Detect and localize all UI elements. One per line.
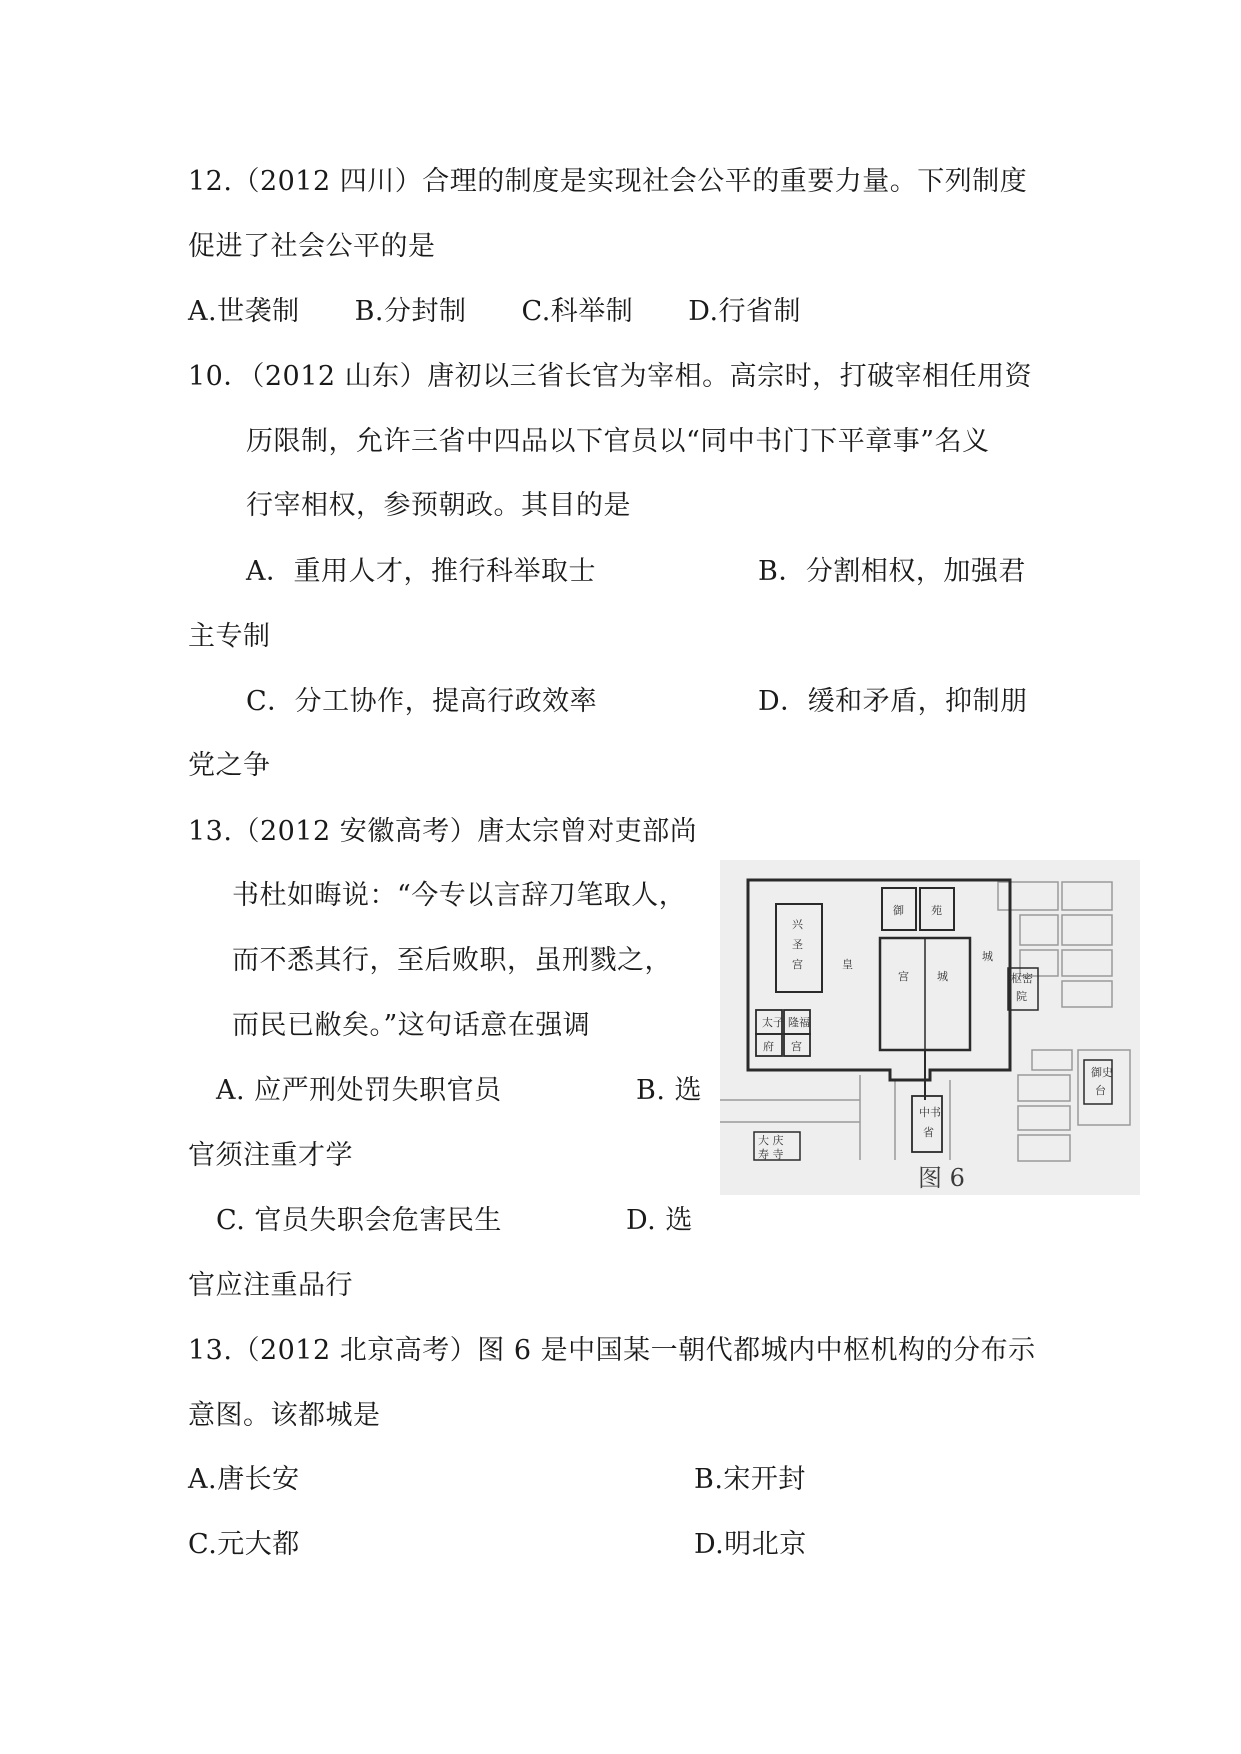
label-daqing-2: 寿 寺 (758, 1148, 784, 1161)
city-map-svg (720, 860, 1140, 1195)
q13a-stem-line3: 而不悉其行，至后败职，虽刑戮之， (232, 945, 672, 976)
q13a-option-d: D. 选 (626, 1205, 693, 1236)
label-daqing-1: 大 庆 (758, 1134, 784, 1147)
q13a-option-d-cont: 官应注重品行 (188, 1270, 353, 1301)
q10-stem-line1: 10．（2012 山东）唐初以三省长官为宰相。高宗时，打破宰相任用资 (188, 361, 1033, 392)
label-gong2: 宫 (791, 1040, 802, 1053)
q10-option-a: A．重用人才，推行科举取士 (246, 556, 596, 587)
label-yushi-2: 台 (1095, 1084, 1106, 1097)
label-zhongshu-1: 中书 (919, 1106, 941, 1119)
label-xing: 兴 (792, 918, 803, 931)
q10-stem-line2: 历限制，允许三省中四品以下官员以“同中书门下平章事”名义 (246, 426, 990, 457)
q13a-option-b: B. 选 (636, 1075, 703, 1106)
q10-option-d: D．缓和矛盾，抑制朋 (758, 686, 1028, 717)
q10-option-b-cont: 主专制 (188, 621, 271, 652)
q10-option-d-cont: 党之争 (188, 750, 271, 781)
label-yushi-1: 御史 (1091, 1066, 1113, 1079)
label-yu: 御 (893, 904, 904, 917)
label-zhongshu-2: 省 (923, 1126, 934, 1139)
q13a-option-c: C. 官员失职会危害民生 (216, 1205, 502, 1236)
label-xingsheng-gong: 宫 (792, 958, 803, 971)
q13b-option-a: A.唐长安 (188, 1464, 300, 1495)
label-cheng-outer: 城 (982, 950, 993, 963)
q12-stem-line1: 12.（2012 四川）合理的制度是实现社会公平的重要力量。下列制度 (188, 166, 1028, 197)
q13a-option-b-cont: 官须注重才学 (188, 1140, 353, 1171)
label-huang: 皇 (842, 958, 853, 971)
zhongshu-sheng (912, 1096, 942, 1152)
label-shumi-1: 枢密 (1011, 972, 1033, 985)
q13b-option-b: B.宋开封 (694, 1464, 806, 1495)
figure-6-map (720, 860, 1140, 1195)
label-taizi: 太子 (762, 1016, 784, 1029)
label-cheng-inner: 城 (937, 970, 948, 983)
label-gong: 宫 (898, 970, 909, 983)
q13a-option-a: A. 应严刑处罚失职官员 (216, 1075, 502, 1106)
q13a-stem-line1: 13.（2012 安徽高考）唐太宗曾对吏部尚 (188, 816, 698, 847)
label-fu: 府 (763, 1040, 774, 1053)
q13b-option-d: D.明北京 (694, 1529, 807, 1560)
q12-options: A.世袭制 B.分封制 C.科举制 D.行省制 (188, 296, 802, 327)
q13b-stem-line2: 意图。该都城是 (188, 1400, 381, 1431)
label-sheng: 圣 (792, 938, 803, 951)
figure-6-caption: 图 6 (918, 1164, 965, 1192)
q13a-stem-line2: 书杜如晦说：“今专以言辞刀笔取人， (232, 880, 687, 911)
label-yuan: 苑 (931, 904, 942, 917)
q10-stem-line3: 行宰相权，参预朝政。其目的是 (246, 490, 631, 521)
label-longfu: 隆福 (788, 1016, 810, 1029)
q10-option-b: B．分割相权，加强君 (758, 556, 1026, 587)
q13a-stem-line4: 而民已敝矣。”这句话意在强调 (232, 1010, 591, 1041)
label-shumi-2: 院 (1016, 990, 1027, 1003)
q13b-stem-line1: 13.（2012 北京高考）图 6 是中国某一朝代都城内中枢机构的分布示 (188, 1335, 1036, 1366)
q13b-option-c: C.元大都 (188, 1529, 300, 1560)
q10-option-c: C．分工协作，提高行政效率 (246, 686, 598, 717)
q12-stem-line2: 促进了社会公平的是 (188, 231, 436, 262)
